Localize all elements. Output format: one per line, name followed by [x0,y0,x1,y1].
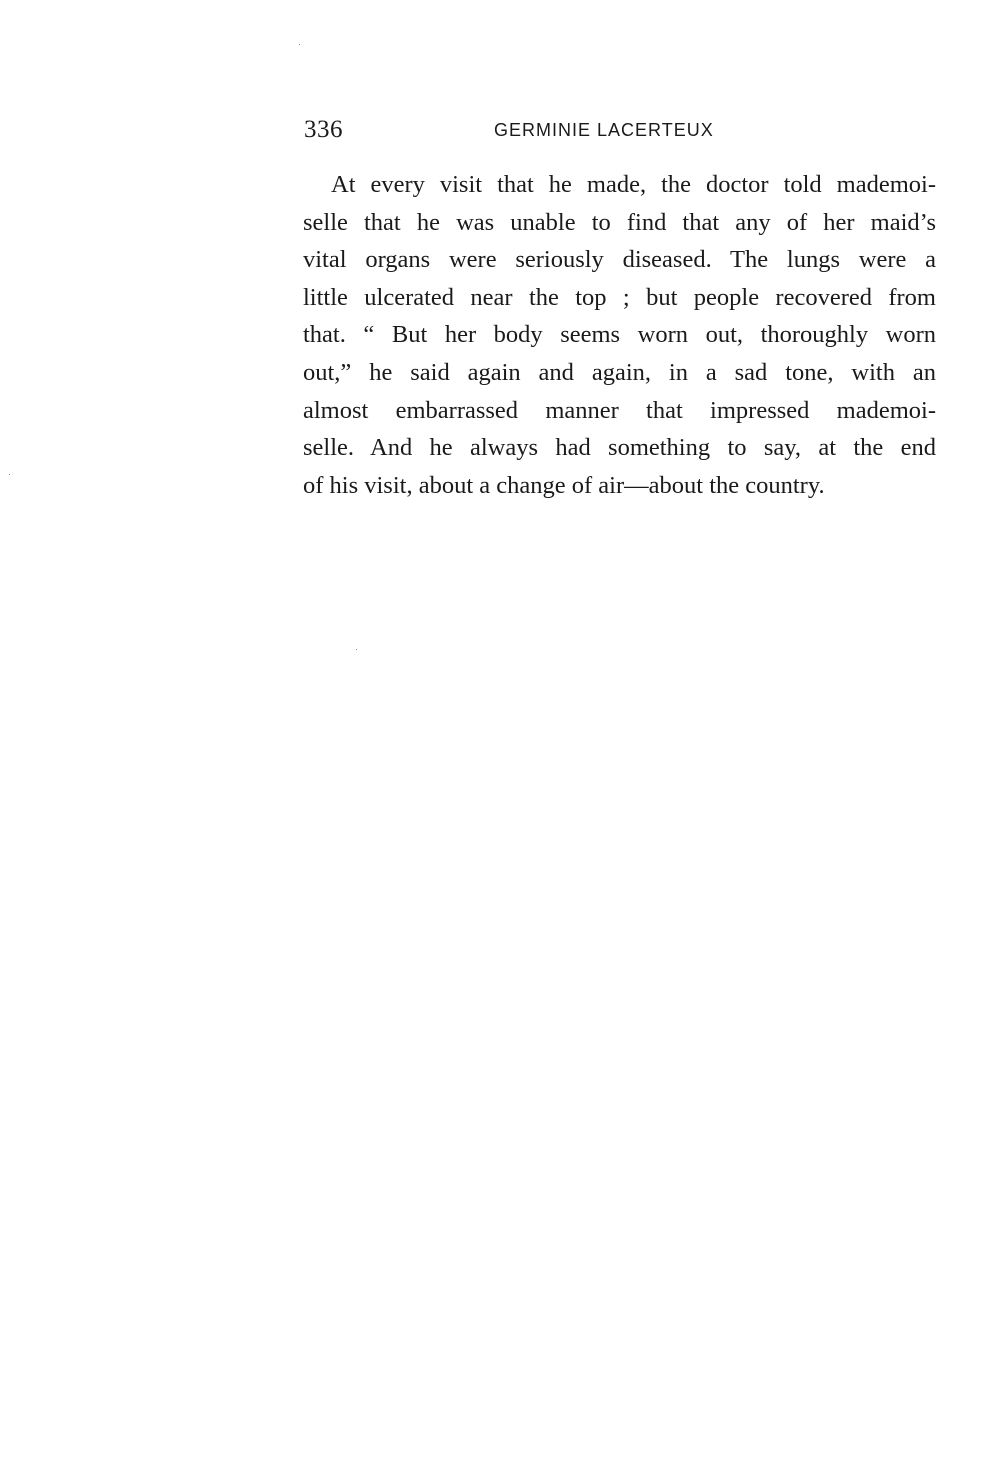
text-line: selle. And he always had something to say, at the end [303,434,936,462]
text-line: that. “ But her body seems worn out, thoroughly worn [303,321,936,349]
text-line: almost embarrassed manner that impressed mademoi- [303,396,936,424]
text-line: of his visit, about a change of air—about the country. [303,471,825,499]
text-line: little ulcerated near the top ; but people recovered from [303,283,936,311]
text-line: selle that he was unable to find that any of her maid’s [303,208,936,236]
page-number: 336 [304,116,343,143]
scan-speck [299,44,300,45]
page-header [304,116,936,146]
text-line: vital organs were seriously diseased. The lungs were a [303,246,936,274]
scan-speck [9,474,10,475]
text-line: At every visit that he made, the doctor told mademoi- [331,171,936,198]
body-paragraph [303,166,936,504]
scan-speck [356,649,357,650]
text-line: out,” he said again and again, in a sad tone, with an [303,358,936,386]
running-title: GERMINIE LACERTEUX [494,120,714,140]
